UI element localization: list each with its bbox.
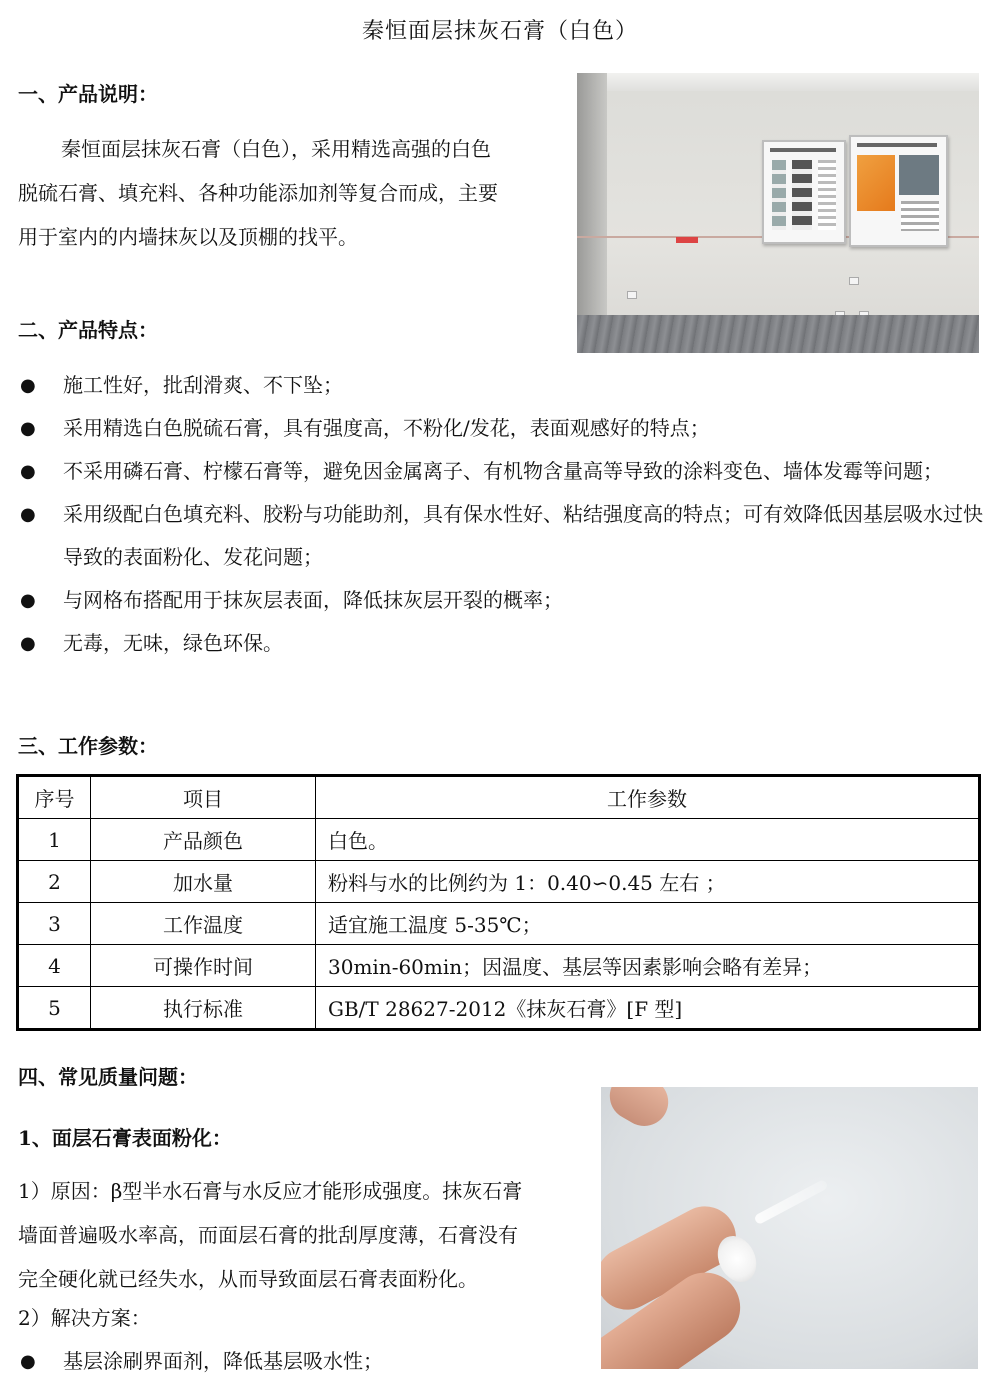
- photo-outlet: [627, 291, 637, 299]
- table-cell: GB/T 28627-2012《抹灰石膏》[F 型]: [316, 987, 980, 1030]
- table-cell: 4: [18, 945, 91, 987]
- parameters-table: [16, 774, 981, 1031]
- table-row: [18, 861, 980, 903]
- features-list: [18, 364, 983, 665]
- issue1-cause: [18, 1169, 598, 1301]
- section4-heading: 四、常见质量问题：: [18, 1065, 198, 1089]
- section2-heading: 二、产品特点：: [18, 318, 158, 342]
- table-cell: 工作温度: [91, 903, 316, 945]
- column-header: 工作参数: [316, 776, 980, 819]
- table-cell: 产品颜色: [91, 819, 316, 861]
- solution-list: [18, 1340, 598, 1383]
- column-header: 序号: [18, 776, 91, 819]
- table-cell: 粉料与水的比例约为 1：0.40∽0.45 左右 ；: [316, 861, 980, 903]
- section1-description: [18, 127, 578, 259]
- section1-line: 用于室内的内墙抹灰以及顶棚的找平。: [18, 225, 358, 249]
- section1-line: 脱硫石膏、填充料、各种功能添加剂等复合而成，主要: [18, 181, 498, 205]
- feature-item: ● 施工性好，批刮滑爽、不下坠；: [18, 364, 983, 407]
- table-cell: 5: [18, 987, 91, 1030]
- photo-left-wall: [577, 73, 607, 353]
- photo-outlet: [849, 277, 859, 285]
- feature-item: ● 采用级配白色填充料、胶粉与功能助剂，具有保水性好、粘结强度高的特点；可有效降低因基层吸水过快导致的表面粉化、发花问题；: [18, 493, 983, 579]
- table-row: [18, 819, 980, 861]
- section1-line: 秦恒面层抹灰石膏（白色），采用精选高强的白色: [61, 137, 491, 161]
- feature-item: ● 不采用磷石膏、柠檬石膏等，避免因金属离子、有机物含量高等导致的涂料变色、墙体发霉等问题；: [18, 450, 983, 493]
- finger-powder-photo: [601, 1087, 978, 1369]
- page-title: 秦恒面层抹灰石膏（白色）: [361, 19, 638, 44]
- section3-heading: 三、工作参数：: [18, 734, 158, 758]
- photo-display-board-2: [849, 135, 948, 247]
- table-header-row: [18, 776, 980, 819]
- table-cell: 可操作时间: [91, 945, 316, 987]
- table-cell: 2: [18, 861, 91, 903]
- feature-item: ● 采用精选白色脱硫石膏，具有强度高，不粉化/发花，表面观感好的特点；: [18, 407, 983, 450]
- column-header: 项目: [91, 776, 316, 819]
- table-cell: 适宜施工温度 5-35℃；: [316, 903, 980, 945]
- table-cell: 加水量: [91, 861, 316, 903]
- table-cell: 1: [18, 819, 91, 861]
- cause-line: 1）原因：β型半水石膏与水反应才能形成强度。抹灰石膏: [18, 1179, 523, 1203]
- table-cell: 白色。: [316, 819, 980, 861]
- photo-thumb: [601, 1087, 677, 1135]
- section1-heading: 一、产品说明：: [18, 82, 158, 106]
- issue1-heading: 1、面层石膏表面粉化：: [18, 1126, 232, 1150]
- photo-display-board: [762, 140, 846, 244]
- photo-powder-streak: [753, 1179, 828, 1225]
- solution-heading: 2）解决方案：: [18, 1306, 151, 1330]
- table-row: [18, 945, 980, 987]
- table-cell: 3: [18, 903, 91, 945]
- photo-ceiling: [577, 73, 979, 91]
- cause-line: 墙面普遍吸水率高，而面层石膏的批刮厚度薄，石膏没有: [18, 1223, 518, 1247]
- photo-floor: [577, 315, 979, 353]
- table-cell: 执行标准: [91, 987, 316, 1030]
- cause-line: 完全硬化就已经失水，从而导致面层石膏表面粉化。: [18, 1267, 478, 1291]
- table-cell: 30min-60min；因温度、基层等因素影响会略有差异；: [316, 945, 980, 987]
- table-row: [18, 987, 980, 1030]
- table-row: [18, 903, 980, 945]
- solution-item: ● 基层涂刷界面剂，降低基层吸水性；: [18, 1340, 598, 1383]
- wall-photo: [577, 73, 979, 353]
- feature-item: ● 无毒，无味，绿色环保。: [18, 622, 983, 665]
- feature-item: ● 与网格布搭配用于抹灰层表面，降低抹灰层开裂的概率；: [18, 579, 983, 622]
- photo-red-tag: [676, 237, 698, 243]
